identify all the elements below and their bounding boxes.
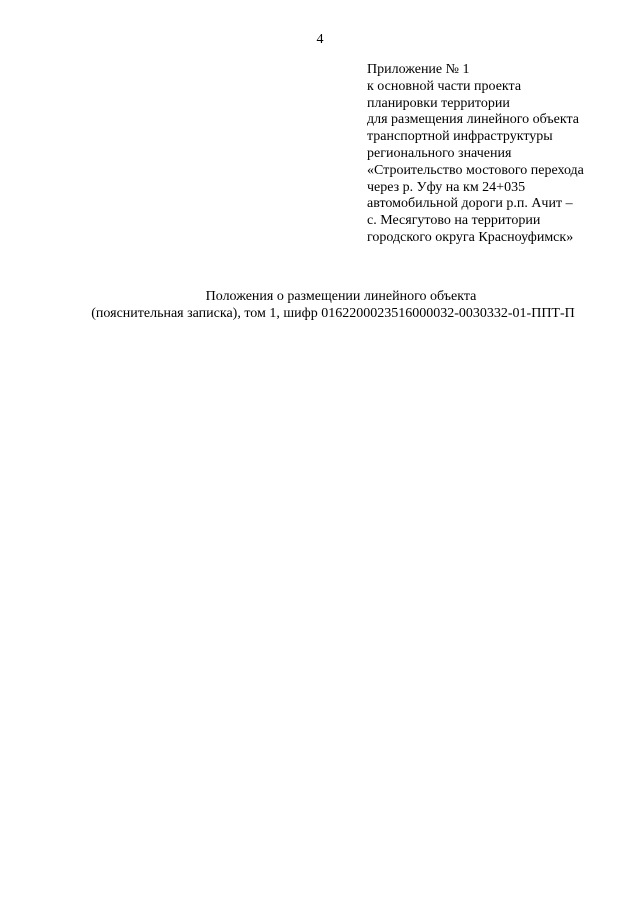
appendix-line: для размещения линейного объекта: [367, 112, 579, 128]
appendix-line: городского округа Красноуфимск»: [367, 229, 574, 245]
appendix-line: Приложение № 1: [367, 62, 470, 77]
appendix-line: планировки территории: [367, 95, 510, 111]
document-title-line-2: (пояснительная записка), том 1, шифр 0162200023516000032-0030332-01-ППТ-П: [91, 306, 575, 321]
document-title-line-1: Положения о размещении линейного объекта: [205, 289, 477, 304]
appendix-line: через р. Уфу на км 24+035: [367, 179, 526, 195]
appendix-header: [367, 62, 632, 247]
appendix-line: транспортной инфраструктуры: [367, 129, 553, 145]
appendix-line: регионального значения: [367, 145, 512, 161]
appendix-line: к основной части проекта: [367, 78, 522, 94]
page-number: 4: [316, 32, 324, 47]
appendix-line: с. Месягутово на территории: [367, 213, 541, 229]
document-title: [0, 288, 640, 322]
appendix-line: «Строительство мостового перехода: [367, 162, 584, 178]
appendix-line: автомобильной дороги р.п. Ачит –: [367, 196, 573, 212]
